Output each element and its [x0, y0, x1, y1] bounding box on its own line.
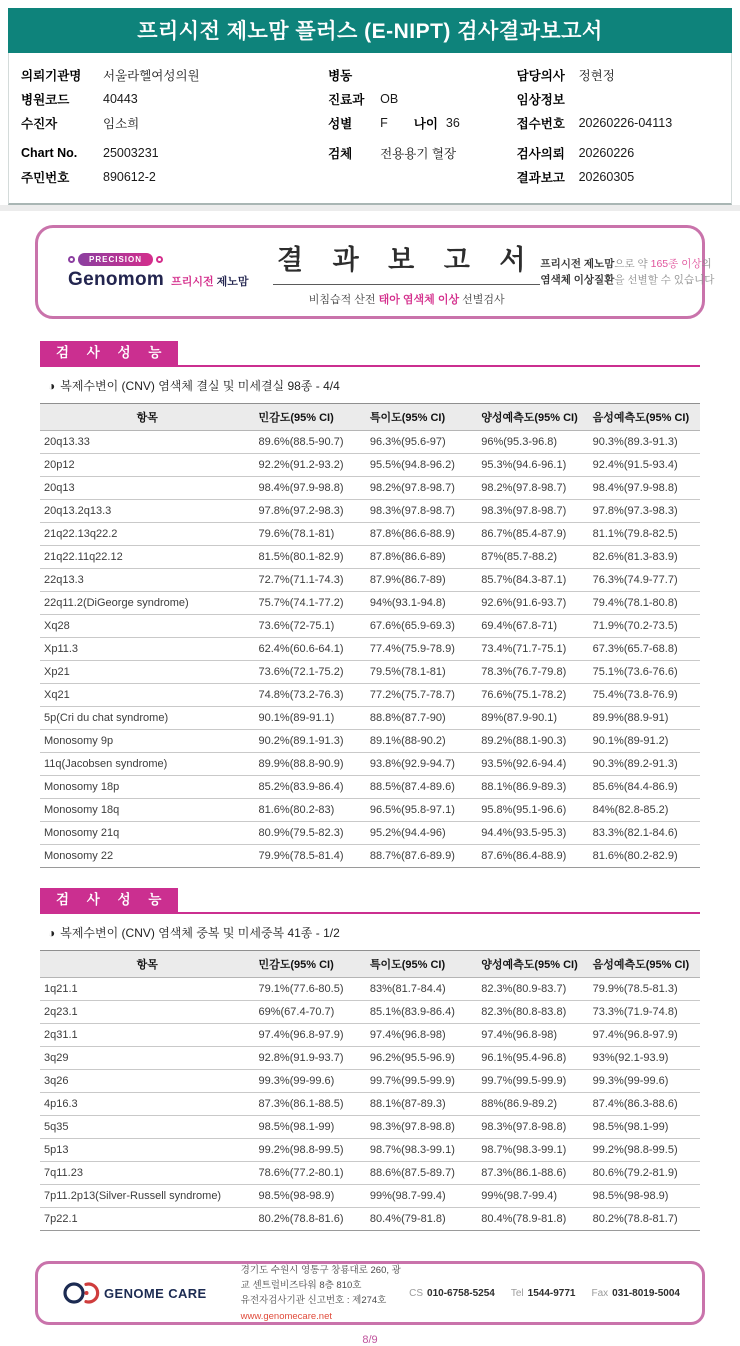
- field-label: 임상정보: [516, 93, 565, 107]
- table-cell: 95.2%(94.4-96): [366, 822, 477, 845]
- table-cell: 2q23.1: [40, 1001, 255, 1024]
- table-cell: 87.8%(86.6-88.9): [366, 523, 477, 546]
- table-cell: 98.7%(98.3-99.1): [477, 1139, 588, 1162]
- table-row: [40, 500, 700, 523]
- table-cell: 83.3%(82.1-84.6): [589, 822, 700, 845]
- table-cell: 87.4%(86.3-88.6): [589, 1093, 700, 1116]
- table-row: [40, 822, 700, 845]
- field-department: [328, 87, 516, 111]
- table-cell: 98.4%(97.9-98.8): [589, 477, 700, 500]
- table-cell: 74.8%(73.2-76.3): [255, 684, 366, 707]
- section-rule: [40, 341, 700, 367]
- report-title-block: [273, 238, 540, 307]
- table-cell: 67.6%(65.9-69.3): [366, 615, 477, 638]
- field-value: 임소희: [103, 117, 140, 131]
- field-value: OB: [380, 92, 399, 106]
- tel-value: 1544-9771: [527, 1287, 576, 1299]
- table-cell: 85.6%(84.4-86.9): [589, 776, 700, 799]
- report-subtitle-post: 선별검사: [459, 293, 505, 306]
- table-cell: 75.1%(73.6-76.6): [589, 661, 700, 684]
- table-row: [40, 454, 700, 477]
- precision-badge-label: PRECISION: [78, 253, 153, 266]
- field-value: 20260305: [578, 170, 635, 184]
- note-text: 으로 약: [614, 257, 651, 270]
- field-patient-name: [21, 111, 328, 135]
- section-performance-1: [40, 341, 700, 394]
- table-cell: 75.4%(73.8-76.9): [589, 684, 700, 707]
- note-highlight: 165종 이상: [650, 257, 702, 270]
- field-value: 전용용기 혈장: [380, 147, 457, 161]
- table-cell: 96.3%(95.6-97): [366, 431, 477, 454]
- table-cell: 90.2%(89.1-91.3): [255, 730, 366, 753]
- table-cell: 82.6%(81.3-83.9): [589, 546, 700, 569]
- table-cell: Xq28: [40, 615, 255, 638]
- table-cell: 93%(92.1-93.9): [589, 1047, 700, 1070]
- tel-label: Tel: [510, 1287, 524, 1299]
- table-cell: 87.3%(86.1-88.5): [255, 1093, 366, 1116]
- field-resident-no: [21, 165, 328, 189]
- table-cell: 98.4%(97.9-98.8): [255, 477, 366, 500]
- table-cell: Xq21: [40, 684, 255, 707]
- page-title: 프리시전 제노맘 플러스 (E-NIPT) 검사결과보고서: [137, 20, 603, 43]
- field-doctor: [517, 63, 719, 87]
- field-specimen: [328, 141, 516, 165]
- table-row: [40, 569, 700, 592]
- fax-label: Fax: [591, 1287, 609, 1299]
- table-cell: 69.4%(67.8-71): [477, 615, 588, 638]
- report-subtitle-pre: 비침습적 산전: [308, 293, 379, 306]
- table-cell: 79.6%(78.1-81): [255, 523, 366, 546]
- report-subtitle: [273, 291, 540, 307]
- field-label: Chart No.: [21, 146, 78, 160]
- table-cell: 88.1%(86.9-89.3): [477, 776, 588, 799]
- field-label: 나이: [413, 117, 438, 131]
- table-row: [40, 1024, 700, 1047]
- table-cell: 71.9%(70.2-73.5): [589, 615, 700, 638]
- table-cell: 22q11.2(DiGeorge syndrome): [40, 592, 255, 615]
- field-label: 병동: [328, 69, 353, 83]
- field-ward: [328, 63, 516, 87]
- column-header: 특이도(95% CI): [366, 951, 477, 978]
- table-cell: 96.2%(95.5-96.9): [366, 1047, 477, 1070]
- table-cell: 97.8%(97.2-98.3): [255, 500, 366, 523]
- table-cell: 7p11.2p13(Silver-Russell syndrome): [40, 1185, 255, 1208]
- table-cell: 99.7%(99.5-99.9): [477, 1070, 588, 1093]
- pill-dot-icon: [156, 256, 163, 263]
- note-bold: 염색체 이상질환: [540, 274, 615, 286]
- table-row: [40, 730, 700, 753]
- address-line-2: 유전자검사기관 신고번호 : 제274호: [240, 1295, 387, 1307]
- table-cell: 88.8%(87.7-90): [366, 707, 477, 730]
- field-label: 담당의사: [516, 69, 565, 83]
- table-cell: 69%(67.4-70.7): [255, 1001, 366, 1024]
- table-cell: Monosomy 9p: [40, 730, 255, 753]
- note-bold: 프리시전 제노맘: [540, 257, 615, 270]
- table-row: [40, 776, 700, 799]
- table-cell: Monosomy 18p: [40, 776, 255, 799]
- table-cell: 98.7%(98.3-99.1): [366, 1139, 477, 1162]
- section-rule: [40, 888, 700, 914]
- field-chart-no: [21, 141, 328, 165]
- page-number: 8/9: [362, 1334, 378, 1346]
- table-cell: 97.4%(96.8-97.9): [589, 1024, 700, 1047]
- table-cell: 73.6%(72-75.1): [255, 615, 366, 638]
- field-value: 890612-2: [103, 170, 156, 184]
- table-cell: Monosomy 18q: [40, 799, 255, 822]
- field-label: 결과보고: [516, 171, 565, 185]
- table-cell: 77.2%(75.7-78.7): [366, 684, 477, 707]
- table-cell: 92.4%(91.5-93.4): [589, 454, 700, 477]
- table-header-row: [40, 404, 700, 431]
- table-cell: 80.2%(78.8-81.6): [255, 1208, 366, 1231]
- fax-value: 031-8019-5004: [612, 1287, 680, 1299]
- table-cell: 95.3%(94.6-96.1): [477, 454, 588, 477]
- footer-contact-block: [409, 1288, 680, 1299]
- table-row: [40, 523, 700, 546]
- field-hospital-code: [21, 87, 328, 111]
- table-cell: 1q21.1: [40, 978, 255, 1001]
- table-cell: 96%(95.3-96.8): [477, 431, 588, 454]
- column-header: 특이도(95% CI): [366, 404, 477, 431]
- patient-info-column-left: [21, 63, 328, 189]
- table-cell: 3q29: [40, 1047, 255, 1070]
- table-row: [40, 1047, 700, 1070]
- pill-dot-icon: [68, 256, 75, 263]
- table-cell: 81.1%(79.8-82.5): [589, 523, 700, 546]
- table-cell: 22q13.3: [40, 569, 255, 592]
- table-cell: 21q22.11q22.12: [40, 546, 255, 569]
- table-cell: 85.1%(83.9-86.4): [366, 1001, 477, 1024]
- table-row: [40, 845, 700, 868]
- table-row: [40, 431, 700, 454]
- table-row: [40, 753, 700, 776]
- table-cell: 97.4%(96.8-98): [366, 1024, 477, 1047]
- table-cell: 20p12: [40, 454, 255, 477]
- table-cell: 79.9%(78.5-81.3): [589, 978, 700, 1001]
- table-row: [40, 1185, 700, 1208]
- table-cell: 3q26: [40, 1070, 255, 1093]
- table-cell: 92.2%(91.2-93.2): [255, 454, 366, 477]
- table-row: [40, 661, 700, 684]
- table-cell: 76.6%(75.1-78.2): [477, 684, 588, 707]
- table-cell: 87.9%(86.7-89): [366, 569, 477, 592]
- table-cell: 98.3%(97.8-98.7): [477, 500, 588, 523]
- table-cell: 5p(Cri du chat syndrome): [40, 707, 255, 730]
- table-cell: 87%(85.7-88.2): [477, 546, 588, 569]
- cnv-duplication-performance-table: [40, 950, 700, 1231]
- fax-phone: [591, 1288, 680, 1299]
- table-cell: 82.3%(80.8-83.8): [477, 1001, 588, 1024]
- table-cell: 73.4%(71.7-75.1): [477, 638, 588, 661]
- table-cell: 78.3%(76.7-79.8): [477, 661, 588, 684]
- table-cell: 72.7%(71.1-74.3): [255, 569, 366, 592]
- field-sex-age: [328, 111, 516, 135]
- table-row: [40, 615, 700, 638]
- table-cell: 21q22.13q22.2: [40, 523, 255, 546]
- column-header: 음성예측도(95% CI): [589, 951, 700, 978]
- table-cell: 79.4%(78.1-80.8): [589, 592, 700, 615]
- table-row: [40, 1070, 700, 1093]
- field-label: 성별: [328, 117, 353, 131]
- brand-subtitle-pink: 프리시전: [171, 276, 214, 288]
- field-label: 의뢰기관명: [21, 69, 82, 83]
- table-cell: 80.9%(79.5-82.3): [255, 822, 366, 845]
- table-cell: 92.6%(91.6-93.7): [477, 592, 588, 615]
- tel-phone: [511, 1288, 576, 1299]
- table-cell: 87.8%(86.6-89): [366, 546, 477, 569]
- table-cell: 87.6%(86.4-88.9): [477, 845, 588, 868]
- table-row: [40, 1093, 700, 1116]
- brand-name: Genomom: [68, 269, 165, 290]
- table-cell: 99%(98.7-99.4): [366, 1185, 477, 1208]
- table-cell: 73.6%(72.1-75.2): [255, 661, 366, 684]
- table-cell: 96.5%(95.8-97.1): [366, 799, 477, 822]
- table-cell: 98.5%(98.1-99): [589, 1116, 700, 1139]
- table-cell: 81.5%(80.1-82.9): [255, 546, 366, 569]
- table-cell: 98.5%(98.1-99): [255, 1116, 366, 1139]
- table-cell: 89.2%(88.1-90.3): [477, 730, 588, 753]
- note-text: 을 선별할 수 있습니다: [614, 274, 715, 286]
- table-cell: 98.3%(97.8-98.8): [366, 1116, 477, 1139]
- table-cell: 99.2%(98.8-99.5): [255, 1139, 366, 1162]
- field-label: 검사의뢰: [516, 147, 565, 161]
- column-header: 양성예측도(95% CI): [477, 951, 588, 978]
- table-cell: 78.6%(77.2-80.1): [255, 1162, 366, 1185]
- table-cell: 81.6%(80.2-83): [255, 799, 366, 822]
- field-label: 진료과: [328, 93, 365, 107]
- cs-phone: [409, 1288, 495, 1299]
- table-row: [40, 707, 700, 730]
- report-title: 결 과 보 고 서: [273, 238, 540, 285]
- table-cell: Xp11.3: [40, 638, 255, 661]
- table-cell: 75.7%(74.1-77.2): [255, 592, 366, 615]
- table-cell: 20q13.33: [40, 431, 255, 454]
- table-cell: 79.9%(78.5-81.4): [255, 845, 366, 868]
- field-label: 검체: [328, 147, 353, 161]
- brand-subtitle-navy: 제노맘: [216, 276, 249, 288]
- table-cell: 67.3%(65.7-68.8): [589, 638, 700, 661]
- genomom-logo: [68, 253, 273, 291]
- section-subtitle-text: 복제수변이 (CNV) 염색체 결실 및 미세결실 98종 - 4/4: [60, 379, 340, 394]
- table-cell: 82.3%(80.9-83.7): [477, 978, 588, 1001]
- note-text: 의: [701, 257, 712, 270]
- table-cell: 99.2%(98.8-99.5): [589, 1139, 700, 1162]
- section-badge: 검 사 성 능: [40, 341, 178, 365]
- field-value: 25003231: [103, 146, 159, 160]
- half-circle-bullet-icon: ◑: [48, 378, 56, 393]
- table-cell: 98.2%(97.8-98.7): [366, 477, 477, 500]
- field-label: 병원코드: [21, 93, 70, 107]
- table-cell: 94%(93.1-94.8): [366, 592, 477, 615]
- table-header-row: [40, 951, 700, 978]
- table-cell: 88.6%(87.5-89.7): [366, 1162, 477, 1185]
- table-cell: 85.2%(83.9-86.4): [255, 776, 366, 799]
- patient-info-column-right: [517, 63, 719, 189]
- table-cell: 76.3%(74.9-77.7): [589, 569, 700, 592]
- section-subtitle-text: 복제수변이 (CNV) 염색체 중복 및 미세중복 41종 - 1/2: [60, 926, 340, 941]
- table-cell: 80.4%(78.9-81.8): [477, 1208, 588, 1231]
- field-value: 20260226-04113: [578, 116, 673, 130]
- brand-subtitle: [171, 273, 248, 289]
- precision-badge: [68, 253, 273, 266]
- table-row: [40, 477, 700, 500]
- patient-info-column-middle: [328, 63, 516, 189]
- field-value: 정현정: [578, 69, 615, 83]
- field-value: 20260226: [578, 146, 635, 160]
- website-link[interactable]: www.genomecare.net: [240, 1310, 332, 1322]
- table-cell: 86.7%(85.4-87.9): [477, 523, 588, 546]
- table-cell: 96.1%(95.4-96.8): [477, 1047, 588, 1070]
- table-cell: 98.2%(97.8-98.7): [477, 477, 588, 500]
- table-row: [40, 1116, 700, 1139]
- cs-label: CS: [409, 1287, 424, 1299]
- result-report-header-box: [35, 225, 715, 319]
- table-cell: 99.7%(99.5-99.9): [366, 1070, 477, 1093]
- table-cell: 98.3%(97.8-98.7): [366, 500, 477, 523]
- table-cell: 79.5%(78.1-81): [366, 661, 477, 684]
- table-cell: 5p13: [40, 1139, 255, 1162]
- report-subtitle-highlight: 태아 염색체 이상: [378, 293, 460, 306]
- section-performance-2: [40, 888, 700, 941]
- table-cell: 77.4%(75.9-78.9): [366, 638, 477, 661]
- table-cell: 89%(87.9-90.1): [477, 707, 588, 730]
- table-cell: 95.8%(95.1-96.6): [477, 799, 588, 822]
- table-row: [40, 592, 700, 615]
- field-value: 40443: [103, 92, 138, 106]
- section-badge: 검 사 성 능: [40, 888, 178, 912]
- field-value: 36: [445, 116, 460, 130]
- table-cell: Xp21: [40, 661, 255, 684]
- field-receipt-no: [517, 111, 719, 135]
- table-cell: 88%(86.9-89.2): [477, 1093, 588, 1116]
- section-subtitle: [48, 377, 700, 394]
- table-cell: 20q13: [40, 477, 255, 500]
- table-cell: 89.1%(88-90.2): [366, 730, 477, 753]
- field-label: 수진자: [21, 117, 58, 131]
- field-clinical-info: [517, 87, 719, 111]
- table-cell: 4p16.3: [40, 1093, 255, 1116]
- field-requesting-institution: [21, 63, 328, 87]
- table-cell: 85.7%(84.3-87.1): [477, 569, 588, 592]
- genome-care-logo: [63, 1280, 207, 1306]
- table-cell: 80.2%(78.8-81.7): [589, 1208, 700, 1231]
- table-cell: 11q(Jacobsen syndrome): [40, 753, 255, 776]
- table-cell: 84%(82.8-85.2): [589, 799, 700, 822]
- table-row: [40, 684, 700, 707]
- table-cell: 7q11.23: [40, 1162, 255, 1185]
- table-cell: 89.9%(88.9-91): [589, 707, 700, 730]
- table-cell: 90.3%(89.3-91.3): [589, 431, 700, 454]
- table-cell: 98.5%(98-98.9): [589, 1185, 700, 1208]
- field-request-date: [517, 141, 719, 165]
- table-row: [40, 1162, 700, 1185]
- column-header: 민감도(95% CI): [255, 404, 366, 431]
- table-cell: 73.3%(71.9-74.8): [589, 1001, 700, 1024]
- column-header: 민감도(95% CI): [255, 951, 366, 978]
- table-row: [40, 978, 700, 1001]
- table-cell: 99.3%(99-99.6): [255, 1070, 366, 1093]
- column-header: 음성예측도(95% CI): [589, 404, 700, 431]
- table-cell: 98.3%(97.8-98.8): [477, 1116, 588, 1139]
- table-row: [40, 1139, 700, 1162]
- table-cell: Monosomy 21q: [40, 822, 255, 845]
- table-cell: 90.1%(89-91.2): [589, 730, 700, 753]
- field-value: 서울라헬여성의원: [103, 69, 200, 83]
- table-cell: 89.9%(88.8-90.9): [255, 753, 366, 776]
- column-header: 양성예측도(95% CI): [477, 404, 588, 431]
- table-cell: 20q13.2q13.3: [40, 500, 255, 523]
- table-cell: 90.3%(89.2-91.3): [589, 753, 700, 776]
- table-cell: 80.4%(79-81.8): [366, 1208, 477, 1231]
- table-cell: 88.1%(87-89.3): [366, 1093, 477, 1116]
- table-cell: 98.5%(98-98.9): [255, 1185, 366, 1208]
- table-row: [40, 546, 700, 569]
- footer-box: [35, 1261, 705, 1325]
- table-row: [40, 638, 700, 661]
- column-header: 항목: [40, 951, 255, 978]
- table-cell: 93.8%(92.9-94.7): [366, 753, 477, 776]
- table-cell: 99%(98.7-99.4): [477, 1185, 588, 1208]
- table-cell: 5q35: [40, 1116, 255, 1139]
- table-cell: 95.5%(94.8-96.2): [366, 454, 477, 477]
- table-cell: 88.5%(87.4-89.6): [366, 776, 477, 799]
- cs-value: 010-6758-5254: [427, 1287, 495, 1299]
- table-cell: 92.8%(91.9-93.7): [255, 1047, 366, 1070]
- table-cell: 89.6%(88.5-90.7): [255, 431, 366, 454]
- column-header: 항목: [40, 404, 255, 431]
- field-report-date: [517, 165, 719, 189]
- table-cell: 94.4%(93.5-95.3): [477, 822, 588, 845]
- table-cell: 7p22.1: [40, 1208, 255, 1231]
- section-divider: [0, 205, 740, 211]
- cnv-deletion-performance-table: [40, 403, 700, 868]
- half-circle-bullet-icon: ◑: [48, 925, 56, 940]
- table-cell: 93.5%(92.6-94.4): [477, 753, 588, 776]
- field-label: 접수번호: [516, 117, 565, 131]
- table-cell: 99.3%(99-99.6): [589, 1070, 700, 1093]
- table-cell: 87.3%(86.1-88.6): [477, 1162, 588, 1185]
- table-row: [40, 1001, 700, 1024]
- brand-wordmark: [68, 269, 273, 291]
- report-note: [540, 256, 736, 289]
- field-label: 주민번호: [21, 171, 70, 185]
- table-cell: 97.4%(96.8-98): [477, 1024, 588, 1047]
- table-cell: 97.4%(96.8-97.9): [255, 1024, 366, 1047]
- table-cell: 90.1%(89-91.1): [255, 707, 366, 730]
- gc-mark-icon: [63, 1280, 97, 1306]
- table-cell: 97.8%(97.3-98.3): [589, 500, 700, 523]
- table-cell: 83%(81.7-84.4): [366, 978, 477, 1001]
- address-line-1: 경기도 수원시 영통구 창룡대로 260, 광교 센트럴비즈타워 8층 810호: [240, 1265, 401, 1292]
- table-row: [40, 799, 700, 822]
- table-cell: 62.4%(60.6-64.1): [255, 638, 366, 661]
- table-cell: 88.7%(87.6-89.9): [366, 845, 477, 868]
- table-cell: 80.6%(79.2-81.9): [589, 1162, 700, 1185]
- field-value: F: [380, 116, 388, 130]
- section-subtitle: [48, 924, 700, 941]
- table-cell: 79.1%(77.6-80.5): [255, 978, 366, 1001]
- table-cell: 81.6%(80.2-82.9): [589, 845, 700, 868]
- table-cell: 2q31.1: [40, 1024, 255, 1047]
- table-cell: Monosomy 22: [40, 845, 255, 868]
- footer-address-block: [241, 1263, 409, 1324]
- table-row: [40, 1208, 700, 1231]
- report-title-banner: [8, 8, 732, 53]
- company-name: GENOME CARE: [104, 1285, 207, 1301]
- patient-info-panel: [8, 53, 732, 205]
